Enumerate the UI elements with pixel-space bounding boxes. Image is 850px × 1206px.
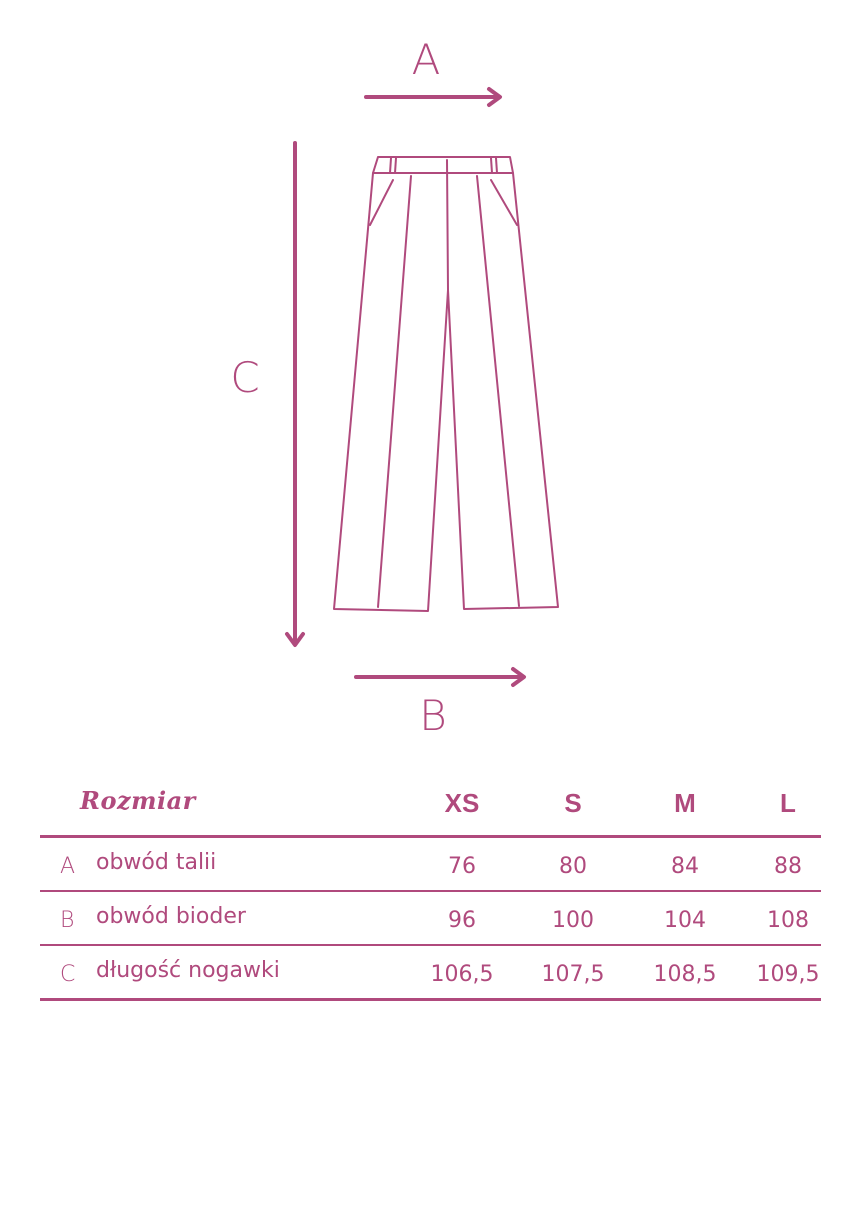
size-header-l: L [780, 788, 796, 818]
label-c: C [230, 353, 260, 402]
arrow-b-icon [356, 669, 524, 685]
table-row [40, 892, 821, 946]
row-letter: A [60, 854, 76, 879]
table-header [40, 780, 821, 838]
row-label: obwód talii [96, 850, 217, 875]
row-letter: C [60, 962, 76, 987]
table-cell: 76 [448, 854, 476, 879]
row-label: długość nogawki [96, 958, 280, 983]
arrow-c-icon [287, 143, 303, 645]
size-header-s: S [564, 788, 582, 818]
table-cell: 88 [774, 854, 802, 879]
table-title: Rozmiar [80, 786, 196, 815]
table-row [40, 838, 821, 892]
table-cell: 107,5 [541, 962, 605, 987]
size-header-m: M [674, 788, 696, 818]
table-cell: 84 [671, 854, 699, 879]
table-cell: 108 [767, 908, 809, 933]
row-letter: B [60, 908, 75, 933]
table-cell: 109,5 [756, 962, 820, 987]
size-header-xs: XS [444, 788, 480, 818]
size-table [40, 780, 821, 1001]
label-b: B [419, 691, 447, 740]
table-cell: 80 [559, 854, 587, 879]
row-label: obwód bioder [96, 904, 246, 929]
table-row [40, 946, 821, 1001]
table-cell: 100 [552, 908, 594, 933]
table-cell: 106,5 [430, 962, 494, 987]
table-cell: 96 [448, 908, 476, 933]
arrow-a-icon [366, 89, 500, 105]
table-cell: 104 [664, 908, 706, 933]
table-cell: 108,5 [653, 962, 717, 987]
label-a: A [411, 35, 441, 84]
trousers-icon [334, 157, 558, 611]
